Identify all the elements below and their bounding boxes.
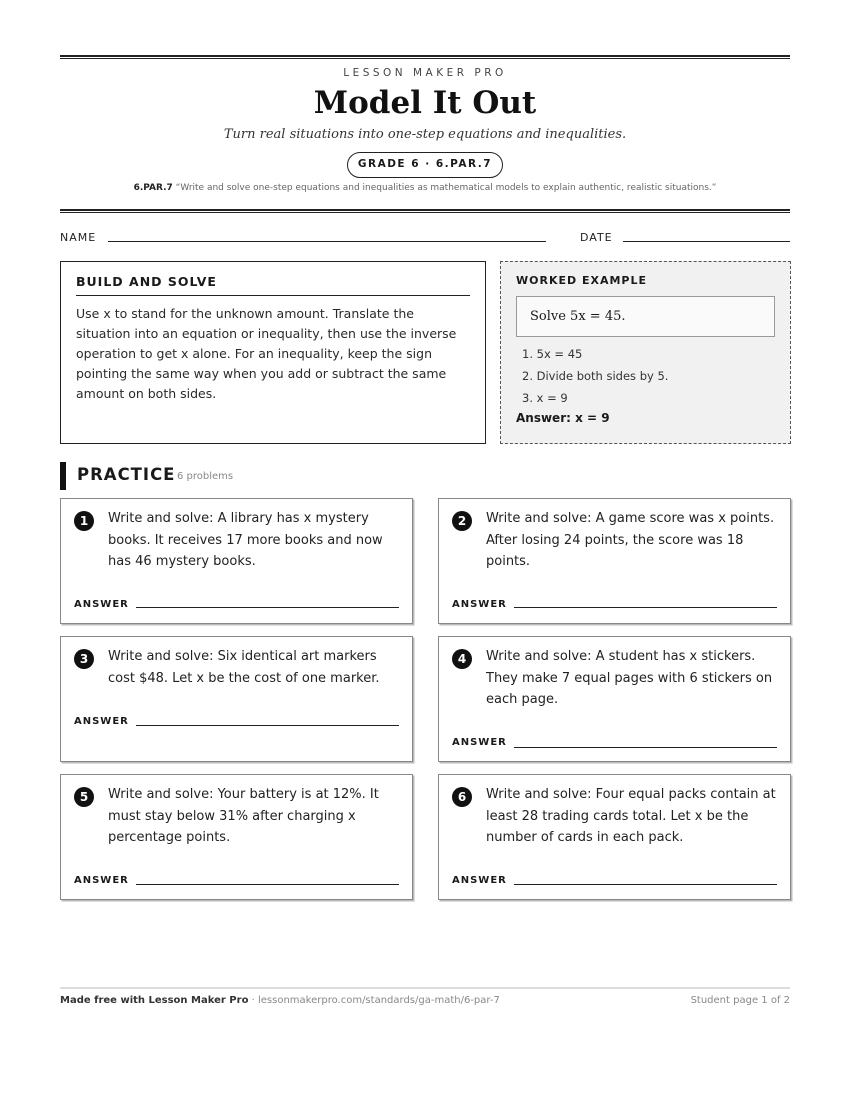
page-subtitle: Turn real situations into one-step equations and inequalities.: [223, 127, 627, 142]
standard-code: 6.PAR.7: [133, 183, 173, 193]
problem-card-3: [60, 636, 413, 762]
practice-accent-bar: [60, 462, 66, 490]
problem-text: Write and solve: Six identical art markers cost $48. Let x be the cost of one marker.: [108, 649, 380, 686]
problem-number-badge: 3: [74, 649, 94, 669]
problem-number-badge: 5: [74, 787, 94, 807]
build-and-solve-box: [60, 261, 486, 444]
answer-field[interactable]: [514, 884, 777, 885]
answer-field[interactable]: [136, 607, 399, 608]
footer-made-with: Made free with Lesson Maker Pro: [60, 995, 249, 1006]
worked-example-answer: Answer: x = 9: [516, 411, 610, 425]
answer-label: ANSWER: [74, 599, 129, 610]
brand-name: LESSON MAKER PRO: [343, 67, 507, 79]
problem-text: Write and solve: Four equal packs contain at least 28 trading cards total. Let x be the number of cards in each pack.: [486, 787, 776, 845]
build-instructions: Use x to stand for the unknown amount. Translate the situation into an equation or inequality, then use the inverse operation to get x alone. For an inequality, keep the sign pointing the same way when you add or subtract the same amount on both sides.: [76, 306, 457, 401]
problem-card-5: [60, 774, 413, 900]
worked-step: 3. x = 9: [522, 391, 568, 405]
standard-description: [60, 183, 790, 193]
date-label: DATE: [580, 231, 613, 244]
problem-text: Write and solve: Your battery is at 12%. It must stay below 31% after charging x percentage points.: [108, 787, 379, 845]
answer-field[interactable]: [514, 607, 777, 608]
answer-label: ANSWER: [74, 875, 129, 886]
problem-card-1: [60, 498, 413, 624]
answer-field[interactable]: [514, 747, 777, 748]
problem-number-badge: 2: [452, 511, 472, 531]
worked-example-problem: Solve 5x = 45.: [516, 296, 775, 337]
practice-count: 6 problems: [177, 471, 234, 482]
answer-label: ANSWER: [74, 716, 129, 727]
date-field[interactable]: [623, 241, 790, 242]
answer-label: ANSWER: [452, 875, 507, 886]
problem-text: Write and solve: A library has x mystery books. It receives 17 more books and now has 46 mystery books.: [108, 511, 383, 569]
problem-card-4: [438, 636, 791, 762]
worked-example-steps: [516, 343, 775, 409]
problem-card-2: [438, 498, 791, 624]
problem-text: Write and solve: A student has x stickers. They make 7 equal pages with 6 stickers on each page.: [486, 649, 773, 707]
worked-step: 2. Divide both sides by 5.: [522, 369, 669, 383]
worked-example-title: WORKED EXAMPLE: [516, 274, 647, 287]
header-bottom-rule: [60, 209, 790, 213]
answer-field[interactable]: [136, 884, 399, 885]
practice-title: PRACTICE: [77, 465, 176, 484]
problem-card-6: [438, 774, 791, 900]
problem-number-badge: 4: [452, 649, 472, 669]
page-title: Model It Out: [313, 85, 537, 121]
footer-url: · lessonmakerpro.com/standards/ga-math/6-par-7: [248, 995, 500, 1006]
build-title: BUILD AND SOLVE: [76, 274, 470, 296]
worked-example-box: [500, 261, 791, 444]
problem-number-badge: 6: [452, 787, 472, 807]
grade-badge: GRADE 6 · 6.PAR.7: [347, 152, 503, 178]
answer-label: ANSWER: [452, 599, 507, 610]
answer-label: ANSWER: [452, 737, 507, 748]
name-field[interactable]: [108, 241, 546, 242]
footer-page-number: Student page 1 of 2: [690, 995, 790, 1006]
footer-credit: [60, 995, 500, 1006]
name-label: NAME: [60, 231, 97, 244]
top-rule: [60, 55, 790, 59]
answer-field[interactable]: [136, 725, 399, 726]
footer-rule: [60, 987, 790, 989]
problem-number-badge: 1: [74, 511, 94, 531]
problem-text: Write and solve: A game score was x points. After losing 24 points, the score was 18 points.: [486, 511, 775, 569]
standard-text: “Write and solve one-step equations and inequalities as mathematical models to explain authentic, realistic situations.”: [175, 183, 717, 193]
worked-step: 1. 5x = 45: [522, 347, 583, 361]
